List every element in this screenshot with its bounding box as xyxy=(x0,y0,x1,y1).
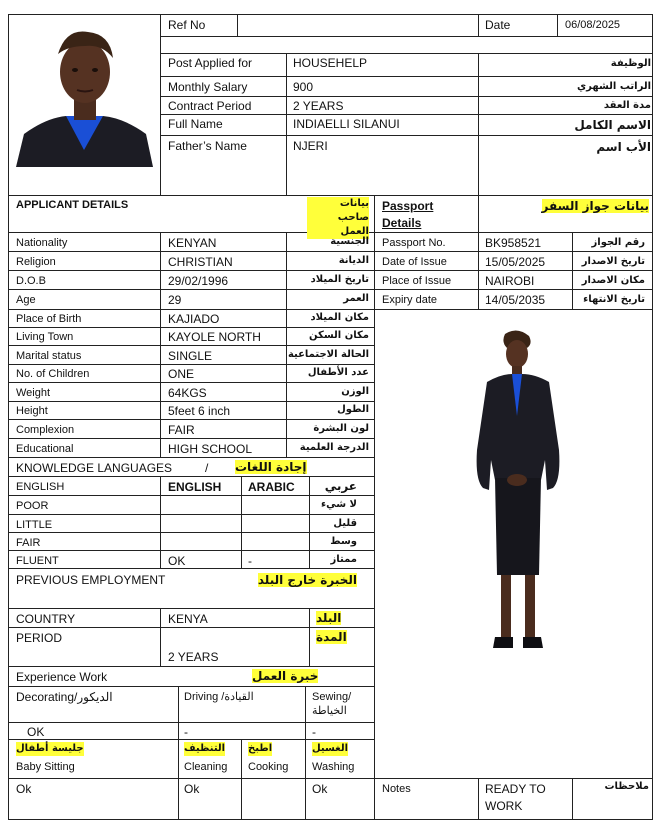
fathers-name-label: Father’s Name xyxy=(168,139,247,153)
marital-status-value: SINGLE xyxy=(168,349,213,363)
applicant-portrait-photo xyxy=(16,22,153,167)
country-label: COUNTRY xyxy=(16,612,76,626)
lang-fluent-label: FLUENT xyxy=(16,555,59,567)
monthly-salary-label: Monthly Salary xyxy=(168,80,248,94)
decorating-value: OK xyxy=(27,725,45,739)
children-value: ONE xyxy=(168,367,195,381)
weight-arabic: الوزن xyxy=(341,386,369,397)
experience-heading-arabic: خبرة العمل xyxy=(252,669,319,683)
lang-english-row-label: ENGLISH xyxy=(16,481,65,493)
cleaning-label: Cleaning xyxy=(184,761,228,773)
height-label: Height xyxy=(16,405,48,417)
notes-value-line2: WORK xyxy=(485,799,523,813)
religion-arabic: الديانة xyxy=(338,255,369,266)
notes-label: Notes xyxy=(382,783,411,795)
sewing-value: - xyxy=(312,725,316,739)
marital-status-arabic: الحالة الاجتماعية xyxy=(287,349,369,360)
place-of-birth-value: KAJIADO xyxy=(168,312,220,326)
monthly-salary-arabic: الراتب الشهري xyxy=(577,81,651,92)
experience-heading: Experience Work xyxy=(16,670,108,684)
washing-value: Ok xyxy=(312,782,328,796)
passport-details-arabic: بيانات جواز السفر xyxy=(541,199,649,213)
nationality-arabic: الجنسية xyxy=(330,236,369,247)
applicant-details-heading: APPLICANT DETAILS xyxy=(16,199,129,211)
driving-label: Driving /القيادة xyxy=(184,691,254,703)
issue-date-value: 15/05/2025 xyxy=(485,255,546,269)
children-label: No. of Children xyxy=(16,368,90,380)
issue-place-arabic: مكان الاصدار xyxy=(581,275,645,286)
living-town-arabic: مكان السكن xyxy=(309,330,369,341)
nationality-value: KENYAN xyxy=(168,236,217,250)
employment-heading: PREVIOUS EMPLOYMENT xyxy=(16,573,166,587)
period-label: PERIOD xyxy=(16,631,63,645)
languages-heading-arabic: إجادة اللغات xyxy=(235,460,307,474)
lang-fluent-arabic-val: - xyxy=(248,554,252,568)
issue-place-value: NAIROBI xyxy=(485,274,535,288)
lang-little-label: LITTLE xyxy=(16,519,53,531)
complexion-label: Complexion xyxy=(16,424,75,436)
post-applied-arabic: الوظيفة xyxy=(610,58,651,69)
complexion-arabic: لون البشرة xyxy=(313,423,369,434)
living-town-value: KAYOLE NORTH xyxy=(168,330,261,344)
lang-fair-label: FAIR xyxy=(16,537,41,549)
period-value: 2 YEARS xyxy=(168,650,219,664)
monthly-salary-value: 900 xyxy=(293,80,314,94)
notes-value-line1: READY TO xyxy=(485,782,546,796)
washing-arabic: الغسيل xyxy=(312,743,349,754)
country-value: KENYA xyxy=(168,612,208,626)
lang-fluent-english: OK xyxy=(168,554,186,568)
full-name-label: Full Name xyxy=(168,117,223,131)
height-arabic: الطول xyxy=(337,404,369,415)
sewing-label-arabic: الخياطة xyxy=(312,705,347,717)
passport-no-label: Passport No. xyxy=(382,237,446,249)
dob-value: 29/02/1996 xyxy=(168,274,229,288)
lang-fluent-arabic: ممتاز xyxy=(330,554,357,565)
expiry-date-arabic: تاريخ الانتهاء xyxy=(583,294,645,305)
period-arabic: المدة xyxy=(316,630,347,644)
issue-place-label: Place of Issue xyxy=(382,275,452,287)
lang-fair-arabic: وسط xyxy=(330,536,357,547)
applicant-full-body-photo xyxy=(465,330,570,665)
fathers-name-arabic: الأب اسم xyxy=(596,140,651,154)
expiry-date-value: 14/05/2035 xyxy=(485,293,546,307)
expiry-date-label: Expiry date xyxy=(382,294,438,306)
contract-period-arabic: مدة العقد xyxy=(603,100,651,111)
nationality-label: Nationality xyxy=(16,237,68,249)
passport-no-value: BK958521 xyxy=(485,236,542,250)
ref-no-label: Ref No xyxy=(168,18,206,32)
weight-value: 64KGS xyxy=(168,386,207,400)
religion-value: CHRISTIAN xyxy=(168,255,233,269)
country-arabic: البلد xyxy=(316,611,342,625)
lang-arabic-column: ARABIC xyxy=(248,480,295,494)
passport-details-heading: Passport Details xyxy=(382,199,434,230)
age-label: Age xyxy=(16,294,36,306)
contract-period-label: Contract Period xyxy=(168,99,252,113)
age-arabic: العمر xyxy=(343,293,369,304)
weight-label: Weight xyxy=(16,387,51,399)
height-value: 5feet 6 inch xyxy=(168,404,231,418)
cooking-arabic: اطبخ xyxy=(248,743,273,754)
age-value: 29 xyxy=(168,293,182,307)
place-of-birth-arabic: مكان الميلاد xyxy=(310,312,369,323)
lang-poor-arabic: لا شيء xyxy=(321,499,357,510)
sewing-label: Sewing/ xyxy=(312,691,352,703)
lang-poor-label: POOR xyxy=(16,500,49,512)
lang-english-column: ENGLISH xyxy=(168,480,222,494)
sewing-extra: - xyxy=(184,725,188,739)
fathers-name-value: NJERI xyxy=(293,139,328,153)
applicant-details-arabic: بيانات صاحب العمل xyxy=(307,197,369,239)
notes-arabic: ملاحظات xyxy=(604,781,649,792)
baby-sitting-arabic: جليسة أطفال xyxy=(16,743,84,754)
full-name-arabic: الاسم الكامل xyxy=(574,118,651,132)
washing-label: Washing xyxy=(312,761,355,773)
issue-date-label: Date of Issue xyxy=(382,256,447,268)
education-label: Educational xyxy=(16,443,74,455)
lang-arabic-column-ar: عربي xyxy=(324,479,357,493)
complexion-value: FAIR xyxy=(168,423,195,437)
baby-sitting-value: Ok xyxy=(16,782,32,796)
education-arabic: الدرجة العلمية xyxy=(299,442,369,453)
issue-date-arabic: تاريخ الاصدار xyxy=(581,256,645,267)
lang-little-arabic: قليل xyxy=(333,518,357,529)
cooking-label: Cooking xyxy=(248,761,289,773)
cleaning-arabic: التنظيف xyxy=(184,743,226,754)
religion-label: Religion xyxy=(16,256,56,268)
post-applied-value: HOUSEHELP xyxy=(293,56,368,70)
place-of-birth-label: Place of Birth xyxy=(16,313,82,325)
date-label: Date xyxy=(485,18,511,32)
employment-heading-arabic: الخبرة خارج البلد xyxy=(257,573,357,587)
passport-no-arabic: رقم الجواز xyxy=(591,237,645,248)
date-value: 06/08/2025 xyxy=(565,19,621,31)
dob-label: D.O.B xyxy=(16,275,46,287)
languages-separator: / xyxy=(205,461,209,475)
children-arabic: عدد الأطفال xyxy=(307,367,369,378)
languages-heading: KNOWLEDGE LANGUAGES xyxy=(16,461,173,475)
post-applied-label: Post Applied for xyxy=(168,56,253,70)
contract-period-value: 2 YEARS xyxy=(293,99,344,113)
baby-sitting-label: Baby Sitting xyxy=(16,761,75,773)
full-name-value: INDIAELLI SILANUI xyxy=(293,117,400,131)
cleaning-value: Ok xyxy=(184,782,200,796)
education-value: HIGH SCHOOL xyxy=(168,442,253,456)
living-town-label: Living Town xyxy=(16,331,74,343)
decorating-label: Decorating/الديكور xyxy=(16,690,113,704)
dob-arabic: تاريخ الميلاد xyxy=(310,274,369,285)
marital-status-label: Marital status xyxy=(16,350,82,362)
